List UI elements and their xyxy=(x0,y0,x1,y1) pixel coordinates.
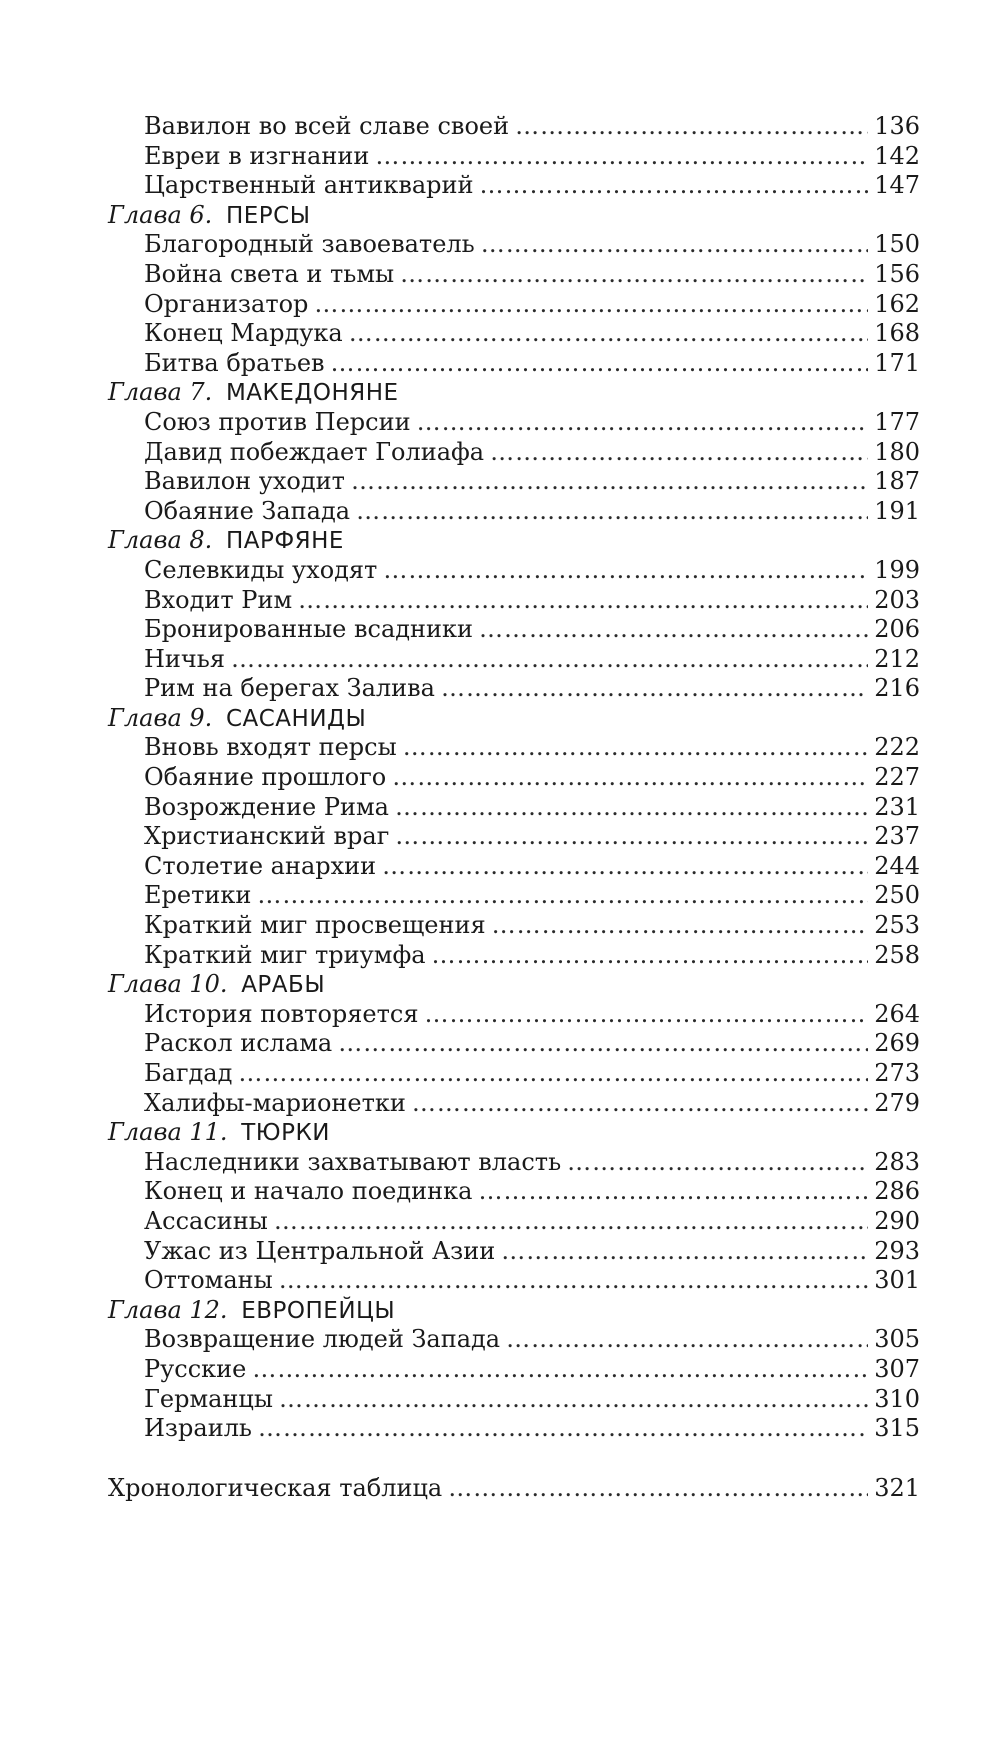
dot-leader xyxy=(400,260,868,290)
chapter-heading xyxy=(108,1296,920,1326)
dot-leader xyxy=(231,645,868,675)
dot-leader xyxy=(424,1000,868,1030)
toc-appendix-entry xyxy=(108,1474,920,1504)
toc-entry xyxy=(108,1000,920,1030)
toc-entry-page: 258 xyxy=(874,940,920,969)
toc-entry-page: 177 xyxy=(874,407,920,436)
toc-entry xyxy=(108,586,920,616)
toc-entry xyxy=(108,497,920,527)
spacer xyxy=(108,1444,920,1474)
chapter-name: ПАРФЯНЕ xyxy=(225,528,344,555)
chapter-label: Глава 12. xyxy=(108,1295,228,1324)
toc-entry-page: 305 xyxy=(874,1325,920,1354)
dot-leader xyxy=(383,556,868,586)
toc-entry xyxy=(108,1029,920,1059)
chapter-name: МАКЕДОНЯНЕ xyxy=(225,380,399,407)
dot-leader xyxy=(331,349,868,379)
dot-leader xyxy=(258,1414,868,1444)
toc-entry-page: 237 xyxy=(874,822,920,851)
dot-leader xyxy=(257,881,868,911)
toc-entry-title: Бронированные всадники xyxy=(144,615,474,644)
toc-entry-page: 286 xyxy=(874,1177,920,1206)
dot-leader xyxy=(478,1177,868,1207)
dot-leader xyxy=(356,497,868,527)
toc-entry-title: Христианский враг xyxy=(144,822,390,851)
toc-entry-page: 250 xyxy=(874,881,920,910)
chapter-heading xyxy=(108,526,920,556)
toc-entry-page: 156 xyxy=(874,259,920,288)
toc-entry-title: Вавилон уходит xyxy=(144,467,345,496)
toc-entry xyxy=(108,793,920,823)
dot-leader xyxy=(395,793,868,823)
toc-entry xyxy=(108,408,920,438)
toc-entry-title: Краткий миг просвещения xyxy=(144,911,486,940)
toc-entry xyxy=(108,230,920,260)
toc-entry xyxy=(108,290,920,320)
dot-leader xyxy=(567,1148,868,1178)
toc-entry-title: Союз против Персии xyxy=(144,407,411,436)
chapter-heading xyxy=(108,1118,920,1148)
dot-leader xyxy=(274,1207,868,1237)
toc-entry-title: Ассасины xyxy=(144,1206,268,1235)
toc-entry-page: 206 xyxy=(874,615,920,644)
chapter-heading xyxy=(108,704,920,734)
toc-entry-page: 264 xyxy=(874,999,920,1028)
toc-entry-title: Организатор xyxy=(144,289,309,318)
toc-entry-title: Возрождение Рима xyxy=(144,792,389,821)
toc-entry xyxy=(108,260,920,290)
toc-entry-page: 290 xyxy=(874,1206,920,1235)
toc-entry xyxy=(108,733,920,763)
toc-entry xyxy=(108,1148,920,1178)
toc-entry-title: Израиль xyxy=(144,1414,252,1443)
dot-leader xyxy=(395,822,868,852)
toc-entry xyxy=(108,674,920,704)
toc-entry-page: 203 xyxy=(874,585,920,614)
toc-entry xyxy=(108,763,920,793)
toc-entry xyxy=(108,1089,920,1119)
dot-leader xyxy=(417,408,868,438)
toc-entry-page: 162 xyxy=(874,289,920,318)
toc-entry-page: 253 xyxy=(874,911,920,940)
toc-entry-title: Конец и начало поединка xyxy=(144,1177,473,1206)
toc-entry-title: Конец Мардука xyxy=(144,319,343,348)
chapter-label: Глава 9. xyxy=(108,703,213,732)
toc-entry-page: 168 xyxy=(874,319,920,348)
toc-entry-page: 171 xyxy=(874,348,920,377)
toc-entry-title: Германцы xyxy=(144,1384,273,1413)
chapter-label: Глава 11. xyxy=(108,1118,228,1147)
toc-entry-page: 216 xyxy=(874,674,920,703)
toc-entry-page: 147 xyxy=(874,171,920,200)
dot-leader xyxy=(314,290,868,320)
chapter-name: ТЮРКИ xyxy=(241,1120,330,1147)
dot-leader xyxy=(441,674,868,704)
toc-entry-page: 180 xyxy=(874,437,920,466)
dot-leader xyxy=(490,438,868,468)
toc-entry-title: Вновь входят персы xyxy=(144,733,397,762)
toc-entry-title: Входит Рим xyxy=(144,585,293,614)
toc-entry-title: Ничья xyxy=(144,644,225,673)
toc-entry-title: Багдад xyxy=(144,1059,233,1087)
toc-entry xyxy=(108,1385,920,1415)
toc-entry xyxy=(108,1414,920,1444)
toc-entry-page: 283 xyxy=(874,1147,920,1176)
toc-entry xyxy=(108,1177,920,1207)
toc-entry-title: Рим на берегах Залива xyxy=(144,674,435,703)
chapter-heading xyxy=(108,378,920,408)
dot-leader xyxy=(506,1325,868,1355)
toc-entry-page: 222 xyxy=(874,733,920,762)
dot-leader xyxy=(515,112,868,142)
toc-entry-title: Битва братьев xyxy=(144,348,325,377)
toc-entry-page: 301 xyxy=(874,1266,920,1295)
toc-entry-page: 231 xyxy=(874,792,920,821)
dot-leader xyxy=(392,763,868,793)
dot-leader xyxy=(375,142,868,172)
dot-leader xyxy=(448,1474,868,1504)
toc-entry-page: 150 xyxy=(874,230,920,259)
toc-entry-page: 142 xyxy=(874,141,920,170)
toc-entry xyxy=(108,822,920,852)
toc-entry xyxy=(108,1237,920,1267)
chapter-heading xyxy=(108,970,920,1000)
chapter-label: Глава 7. xyxy=(108,378,213,407)
toc-entry-page: 244 xyxy=(874,851,920,880)
toc-entry-page: 269 xyxy=(874,1029,920,1058)
toc-entry xyxy=(108,1355,920,1385)
toc-entry xyxy=(108,467,920,497)
dot-leader xyxy=(279,1385,868,1415)
dot-leader xyxy=(480,171,868,201)
chapter-label: Глава 6. xyxy=(108,200,213,229)
toc-entry-title: Селевкиды уходят xyxy=(144,555,378,584)
dot-leader xyxy=(238,1059,868,1089)
toc-entry-title: Столетие анархии xyxy=(144,851,377,880)
toc-entry-title: Обаяние Запада xyxy=(144,496,351,525)
dot-leader xyxy=(412,1089,868,1119)
toc-entry-title: Оттоманы xyxy=(144,1266,273,1295)
toc-entry-page: 315 xyxy=(874,1414,920,1443)
toc-entry-page: 227 xyxy=(874,763,920,792)
toc-entry xyxy=(108,1325,920,1355)
toc-entry-title: Ужас из Центральной Азии xyxy=(144,1236,496,1265)
toc-entry-title: Еретики xyxy=(144,881,252,910)
dot-leader xyxy=(338,1029,868,1059)
dot-leader xyxy=(479,615,868,645)
toc-entry xyxy=(108,556,920,586)
toc-entry xyxy=(108,911,920,941)
dot-leader xyxy=(298,586,868,616)
chapter-name: АРАБЫ xyxy=(241,972,326,999)
dot-leader xyxy=(279,1266,868,1296)
toc-entry-title: Вавилон во всей славе своей xyxy=(144,112,510,140)
toc-entry xyxy=(108,142,920,172)
toc-entry-page: 273 xyxy=(874,1059,920,1087)
toc-entry-page: 321 xyxy=(874,1473,920,1502)
toc-entry-page: 212 xyxy=(874,644,920,673)
toc-entry xyxy=(108,1207,920,1237)
toc-entry-page: 310 xyxy=(874,1384,920,1413)
toc-entry xyxy=(108,881,920,911)
chapter-label: Глава 8. xyxy=(108,526,213,555)
toc-entry-title: Краткий миг триумфа xyxy=(144,940,426,969)
chapter-label: Глава 10. xyxy=(108,970,228,999)
toc-entry-title: История повторяется xyxy=(144,999,419,1028)
toc-entry xyxy=(108,349,920,379)
dot-leader xyxy=(403,733,868,763)
dot-leader xyxy=(351,467,868,497)
toc-entry-title: Евреи в изгнании xyxy=(144,141,370,170)
toc-entry-page: 191 xyxy=(874,496,920,525)
toc-entry-title: Война света и тьмы xyxy=(144,259,395,288)
toc-entry-title: Благородный завоеватель xyxy=(144,230,475,259)
dot-leader xyxy=(501,1237,868,1267)
toc-entry-page: 279 xyxy=(874,1088,920,1117)
toc-entry-title: Царственный антикварий xyxy=(144,171,474,200)
toc-entry-page: 293 xyxy=(874,1236,920,1265)
toc-entry-title: Русские xyxy=(144,1354,247,1383)
toc-entry xyxy=(108,1059,920,1089)
toc-entry-title: Раскол ислама xyxy=(144,1029,333,1058)
toc-entry-title: Халифы-марионетки xyxy=(144,1088,406,1117)
toc-entry-title: Обаяние прошлого xyxy=(144,763,387,792)
chapter-name: ПЕРСЫ xyxy=(225,202,311,229)
toc-entry xyxy=(108,645,920,675)
dot-leader xyxy=(382,852,868,882)
chapter-name: ЕВРОПЕЙЦЫ xyxy=(241,1297,396,1324)
dot-leader xyxy=(432,941,868,971)
chapter-heading xyxy=(108,201,920,231)
toc-entry xyxy=(108,112,920,142)
toc-entry xyxy=(108,1266,920,1296)
toc-entry xyxy=(108,438,920,468)
toc-entry xyxy=(108,171,920,201)
toc-entry xyxy=(108,615,920,645)
dot-leader xyxy=(492,911,868,941)
dot-leader xyxy=(349,319,868,349)
toc-entry-page: 199 xyxy=(874,555,920,584)
toc-entry-title: Хронологическая таблица xyxy=(108,1473,443,1502)
toc-entry xyxy=(108,941,920,971)
toc-entry xyxy=(108,319,920,349)
dot-leader xyxy=(481,230,868,260)
chapter-name: САСАНИДЫ xyxy=(225,705,367,732)
toc-entry-page: 187 xyxy=(874,467,920,496)
toc-entry-title: Давид побеждает Голиафа xyxy=(144,437,485,466)
toc-entry-title: Наследники захватывают власть xyxy=(144,1147,562,1176)
dot-leader xyxy=(252,1355,868,1385)
toc-entry-page: 136 xyxy=(874,112,920,140)
table-of-contents xyxy=(108,112,920,1503)
toc-entry-page: 307 xyxy=(874,1354,920,1383)
toc-entry xyxy=(108,852,920,882)
toc-entry-title: Возвращение людей Запада xyxy=(144,1325,501,1354)
